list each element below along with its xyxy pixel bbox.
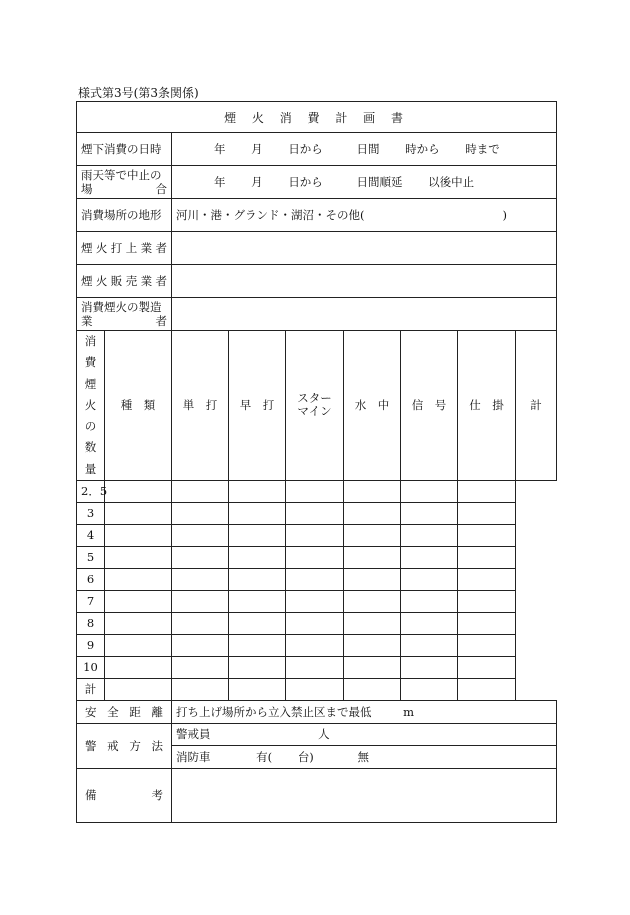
- quantity-cell[interactable]: [105, 656, 172, 678]
- safety-field[interactable]: [172, 700, 557, 723]
- quantity-cell[interactable]: [172, 502, 229, 524]
- quantity-cell[interactable]: [229, 480, 286, 502]
- quantity-side-char: 消: [84, 334, 97, 348]
- rain-month: 月: [251, 175, 263, 189]
- datetime-hour-from: 時から: [405, 142, 440, 156]
- maker-label-line2: 業 者: [81, 314, 167, 328]
- quantity-side-char: 費: [84, 355, 97, 370]
- quantity-cell[interactable]: [229, 568, 286, 590]
- quantity-cell[interactable]: [458, 590, 516, 612]
- quantity-cell[interactable]: [286, 568, 344, 590]
- quantity-cell[interactable]: [458, 634, 516, 656]
- rain-day-from: 日から: [288, 175, 323, 189]
- quantity-cell[interactable]: [229, 612, 286, 634]
- guard-guards-field[interactable]: [172, 723, 557, 745]
- quantity-cell[interactable]: [344, 634, 401, 656]
- form-title: 煙 火 消 費 計 画 書: [77, 102, 557, 133]
- column-header: 計: [516, 331, 557, 481]
- quantity-size-label: 6: [77, 568, 105, 590]
- quantity-size-label: 5: [77, 546, 105, 568]
- quantity-cell[interactable]: [458, 480, 516, 502]
- datetime-hour-to: 時まで: [465, 142, 500, 156]
- quantity-row: [77, 524, 557, 546]
- quantity-cell[interactable]: [286, 502, 344, 524]
- quantity-row: [77, 612, 557, 634]
- quantity-header-kind: 種 類: [105, 331, 172, 481]
- quantity-side-char: 煙: [84, 376, 97, 391]
- quantity-side-char: の: [84, 419, 97, 434]
- quantity-row: [77, 568, 557, 590]
- quantity-cell[interactable]: [105, 480, 172, 502]
- quantity-cell[interactable]: [105, 568, 172, 590]
- quantity-cell[interactable]: [172, 546, 229, 568]
- quantity-size-label: 4: [77, 524, 105, 546]
- quantity-cell[interactable]: [172, 480, 229, 502]
- seller-field[interactable]: [172, 265, 557, 298]
- quantity-cell[interactable]: [401, 612, 458, 634]
- quantity-row: [77, 590, 557, 612]
- quantity-cell[interactable]: [401, 656, 458, 678]
- rain-field[interactable]: [172, 166, 557, 199]
- quantity-cell[interactable]: [229, 678, 286, 700]
- quantity-cell[interactable]: [229, 656, 286, 678]
- quantity-size-label: 7: [77, 590, 105, 612]
- quantity-cell[interactable]: [344, 502, 401, 524]
- quantity-cell[interactable]: [401, 568, 458, 590]
- quantity-cell[interactable]: [458, 502, 516, 524]
- quantity-cell[interactable]: [458, 524, 516, 546]
- maker-label-line1: 消費煙火の製造: [81, 299, 162, 314]
- quantity-row: [77, 678, 557, 700]
- rain-label-line2: 場 合: [81, 182, 167, 196]
- quantity-side-char: 数: [84, 440, 97, 455]
- quantity-cell[interactable]: [172, 656, 229, 678]
- quantity-cell[interactable]: [172, 590, 229, 612]
- guard-firetruck-label: 消防車: [176, 749, 211, 764]
- quantity-cell[interactable]: [401, 502, 458, 524]
- quantity-cell[interactable]: [286, 634, 344, 656]
- quantity-row: [77, 546, 557, 568]
- quantity-cell[interactable]: [286, 612, 344, 634]
- safety-text: 打ち上げ場所から立入禁止区まで最低: [176, 704, 372, 719]
- quantity-cell[interactable]: [401, 634, 458, 656]
- quantity-side-char: 火: [84, 397, 97, 412]
- quantity-cell[interactable]: [344, 568, 401, 590]
- remarks-field[interactable]: [172, 768, 557, 822]
- seller-label: 煙火販売業者: [77, 265, 172, 298]
- quantity-cell[interactable]: [344, 612, 401, 634]
- datetime-month: 月: [251, 142, 263, 156]
- safety-label: 安全距離: [77, 700, 172, 723]
- quantity-size-label: 10: [77, 656, 105, 678]
- quantity-cell[interactable]: [458, 546, 516, 568]
- datetime-days: 日間: [356, 142, 380, 156]
- remarks-label: 備 考: [77, 768, 172, 822]
- fireworks-plan-form: [76, 101, 557, 701]
- datetime-label: 煙下消費の日時: [77, 133, 172, 166]
- guard-firetruck-field[interactable]: [172, 745, 557, 768]
- quantity-cell[interactable]: [172, 634, 229, 656]
- maker-field[interactable]: [172, 298, 557, 331]
- quantity-cell[interactable]: [172, 612, 229, 634]
- quantity-size-label: 3: [77, 502, 105, 524]
- form-number-label: 様式第3号(第3条関係): [78, 86, 199, 100]
- quantity-cell[interactable]: [229, 524, 286, 546]
- quantity-cell[interactable]: [105, 678, 172, 700]
- datetime-day-from: 日から: [288, 142, 323, 156]
- quantity-size-label: 計: [77, 678, 105, 700]
- quantity-size-label: 9: [77, 634, 105, 656]
- quantity-cell[interactable]: [344, 480, 401, 502]
- terrain-field[interactable]: 河川・港・グランド・湖沼・その他( ): [172, 199, 557, 232]
- rain-cancel-after: 以後中止: [428, 175, 475, 189]
- quantity-cell[interactable]: [286, 524, 344, 546]
- quantity-row: [77, 502, 557, 524]
- quantity-cell[interactable]: [401, 524, 458, 546]
- rain-days-postpone: 日間順延: [356, 175, 403, 189]
- quantity-cell[interactable]: [458, 568, 516, 590]
- quantity-row: [77, 634, 557, 656]
- quantity-cell[interactable]: [105, 502, 172, 524]
- quantity-side-char: 量: [84, 461, 97, 476]
- quantity-cell[interactable]: [401, 546, 458, 568]
- guard-label: 警戒方法: [77, 723, 172, 768]
- rain-label: [77, 166, 172, 199]
- rain-label-line1: 雨天等で中止の: [81, 167, 162, 182]
- maker-label: [77, 298, 172, 331]
- quantity-cell[interactable]: [401, 590, 458, 612]
- guard-firetruck-units: 台): [297, 749, 314, 764]
- launcher-field[interactable]: [172, 232, 557, 265]
- quantity-cell[interactable]: [286, 656, 344, 678]
- quantity-size-label: 2．5: [77, 480, 105, 502]
- quantity-cell[interactable]: [401, 480, 458, 502]
- quantity-cell[interactable]: [458, 678, 516, 700]
- terrain-label: 消費場所の地形: [77, 199, 172, 232]
- quantity-row: [77, 480, 557, 502]
- launcher-label: 煙火打上業者: [77, 232, 172, 265]
- column-header: 仕 掛: [458, 331, 516, 481]
- quantity-cell[interactable]: [105, 546, 172, 568]
- quantity-cell[interactable]: [172, 524, 229, 546]
- quantity-cell[interactable]: [229, 502, 286, 524]
- fireworks-plan-form-bottom: [76, 700, 557, 823]
- quantity-cell[interactable]: [344, 656, 401, 678]
- quantity-cell[interactable]: [105, 524, 172, 546]
- column-header: 信 号: [401, 331, 458, 481]
- safety-unit: m: [403, 704, 415, 719]
- quantity-cell[interactable]: [344, 524, 401, 546]
- quantity-cell[interactable]: [458, 656, 516, 678]
- quantity-cell[interactable]: [172, 568, 229, 590]
- quantity-size-label: 8: [77, 612, 105, 634]
- guard-firetruck-yes: 有(: [256, 749, 273, 764]
- quantity-cell[interactable]: [229, 590, 286, 612]
- quantity-cell[interactable]: [286, 678, 344, 700]
- quantity-cell[interactable]: [105, 612, 172, 634]
- quantity-cell[interactable]: [105, 634, 172, 656]
- quantity-cell[interactable]: [344, 678, 401, 700]
- quantity-cell[interactable]: [401, 678, 458, 700]
- quantity-cell[interactable]: [105, 590, 172, 612]
- quantity-cell[interactable]: [458, 612, 516, 634]
- quantity-cell[interactable]: [229, 546, 286, 568]
- quantity-side-label: [77, 331, 105, 481]
- rain-year: 年: [214, 175, 226, 189]
- guard-firetruck-no: 無: [357, 749, 369, 764]
- quantity-cell[interactable]: [344, 590, 401, 612]
- quantity-cell[interactable]: [286, 590, 344, 612]
- quantity-cell[interactable]: [172, 678, 229, 700]
- guard-guards-label: 警戒員: [176, 727, 211, 742]
- column-header: 早 打: [229, 331, 286, 481]
- column-header: 水 中: [344, 331, 401, 481]
- quantity-cell[interactable]: [344, 546, 401, 568]
- column-header: スター マイン: [286, 331, 344, 481]
- quantity-cell[interactable]: [286, 546, 344, 568]
- datetime-field[interactable]: [172, 133, 557, 166]
- quantity-row: [77, 656, 557, 678]
- column-header: 単 打: [172, 331, 229, 481]
- quantity-cell[interactable]: [229, 634, 286, 656]
- quantity-cell[interactable]: [286, 480, 344, 502]
- datetime-year: 年: [214, 142, 226, 156]
- guard-guards-unit: 人: [318, 727, 330, 742]
